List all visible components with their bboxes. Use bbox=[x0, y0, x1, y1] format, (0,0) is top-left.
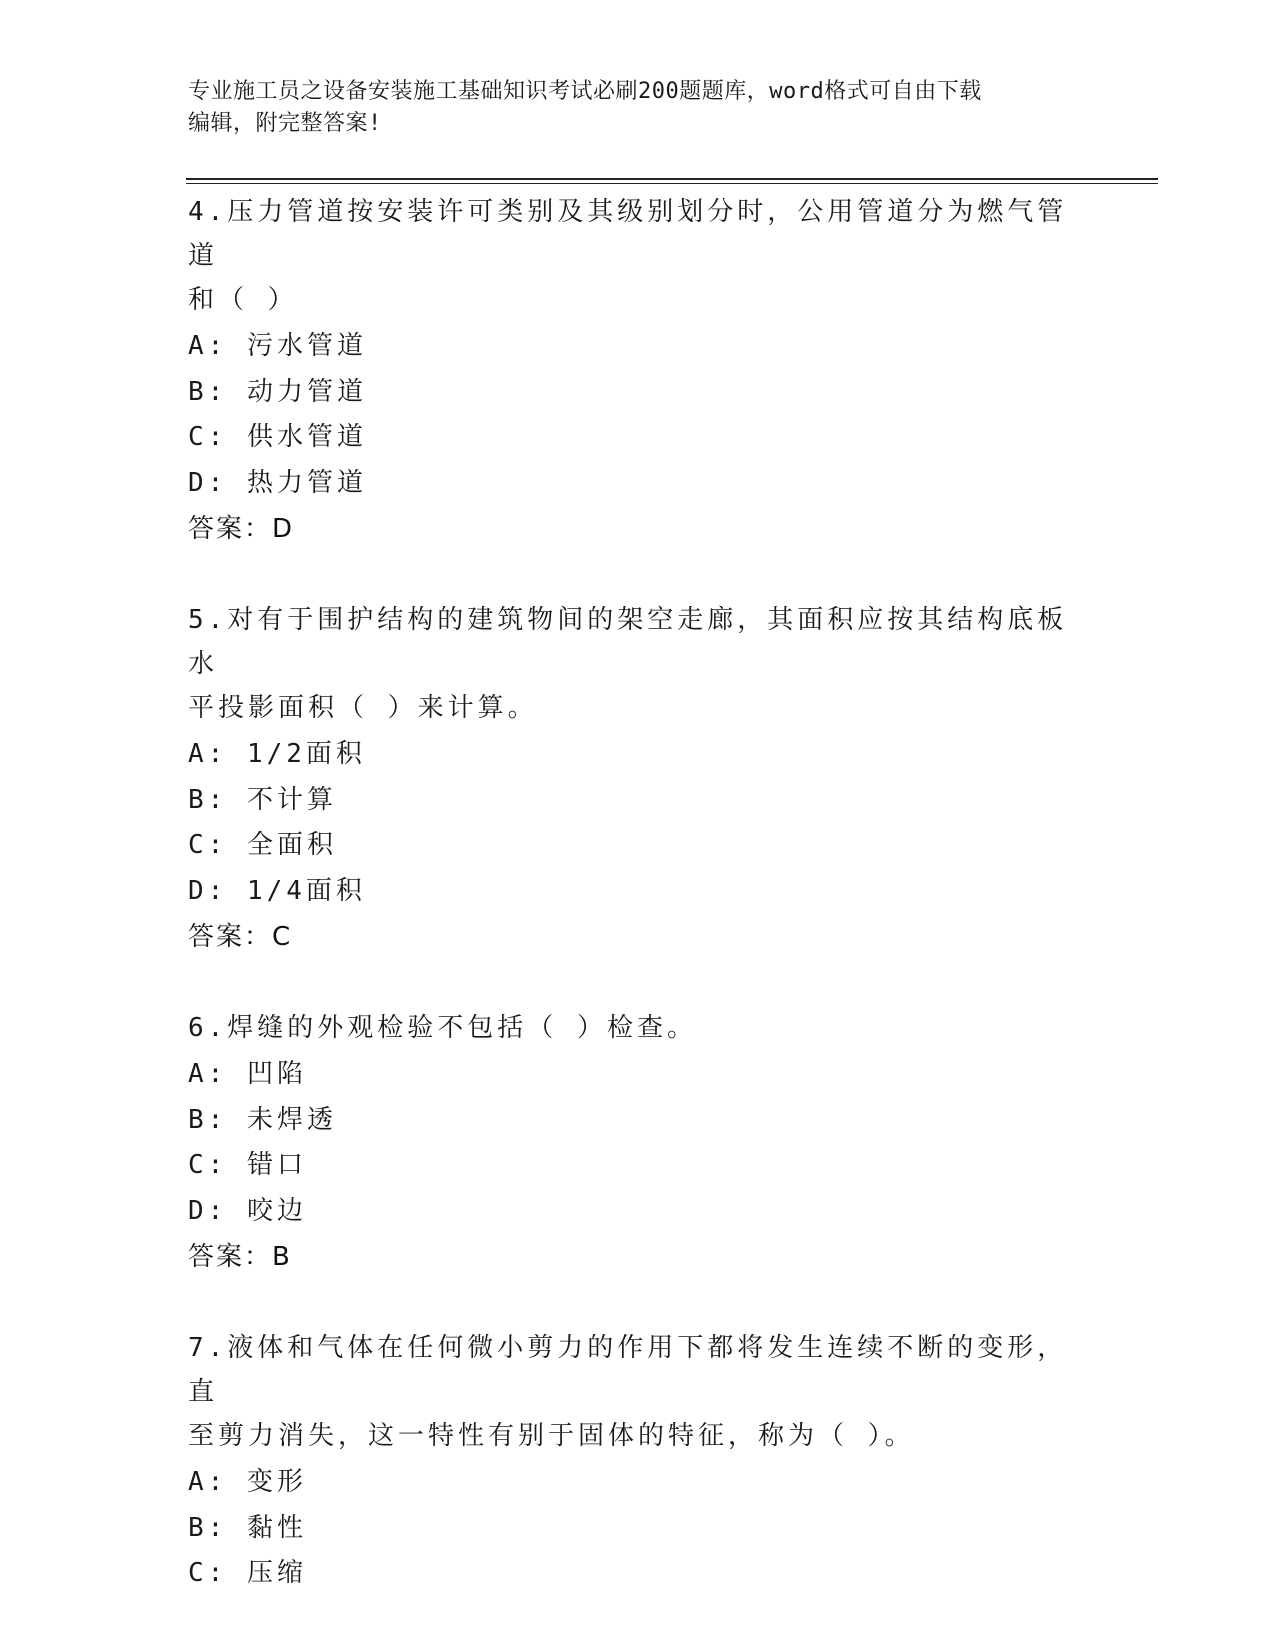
question-stem bbox=[188, 1326, 1068, 1458]
question-stem bbox=[188, 598, 1068, 730]
option-a: A: 污水管道 bbox=[188, 331, 367, 361]
option-d: D: 热力管道 bbox=[188, 467, 367, 498]
option-b: B: 动力管道 bbox=[188, 376, 367, 407]
header-title-line2: 编辑，附完整答案! bbox=[188, 111, 382, 136]
option-d: D: 咬边 bbox=[188, 1195, 307, 1226]
question-6 bbox=[188, 1006, 1068, 1280]
question-list bbox=[188, 188, 1068, 1597]
option-a: A: 1/2面积 bbox=[188, 739, 366, 769]
answer: 答案：B bbox=[188, 1242, 292, 1272]
option-c: C: 错口 bbox=[188, 1150, 307, 1180]
option-b: B: 未焊透 bbox=[188, 1104, 337, 1135]
spacer bbox=[188, 552, 1068, 596]
answer: 答案：C bbox=[188, 922, 293, 952]
header-divider-thin bbox=[186, 183, 1158, 184]
option-c: C: 供水管道 bbox=[188, 422, 367, 452]
spacer bbox=[188, 960, 1068, 1004]
question-stem-line: 和（ ） bbox=[188, 285, 298, 315]
option-b: B: 不计算 bbox=[188, 784, 337, 815]
spacer bbox=[188, 1280, 1068, 1324]
document-header bbox=[188, 76, 1088, 140]
option-b: B: 黏性 bbox=[188, 1512, 307, 1543]
question-stem-line: 6.焊缝的外观检验不包括（ ）检查。 bbox=[188, 1013, 697, 1043]
question-stem-line: 至剪力消失，这一特性有别于固体的特征，称为（ ）。 bbox=[188, 1421, 915, 1451]
header-divider-thick bbox=[186, 178, 1158, 180]
question-7 bbox=[188, 1326, 1068, 1597]
question-stem bbox=[188, 190, 1068, 322]
answer: 答案：D bbox=[188, 514, 295, 544]
question-5 bbox=[188, 598, 1068, 960]
option-a: A: 凹陷 bbox=[188, 1059, 307, 1089]
question-stem bbox=[188, 1006, 1068, 1050]
question-stem-line: 4.压力管道按安装许可类别及其级别划分时，公用管道分为燃气管道 bbox=[188, 197, 1068, 271]
question-stem-line: 平投影面积（ ）来计算。 bbox=[188, 693, 538, 723]
option-c: C: 压缩 bbox=[188, 1558, 307, 1588]
question-4 bbox=[188, 190, 1068, 552]
header-title-line1: 专业施工员之设备安装施工基础知识考试必刷200题题库，word格式可自由下载 bbox=[188, 79, 982, 104]
question-stem-line: 5.对有于围护结构的建筑物间的架空走廊，其面积应按其结构底板水 bbox=[188, 605, 1068, 679]
option-a: A: 变形 bbox=[188, 1467, 307, 1497]
option-c: C: 全面积 bbox=[188, 830, 337, 860]
option-d: D: 1/4面积 bbox=[188, 875, 366, 906]
question-stem-line: 7.液体和气体在任何微小剪力的作用下都将发生连续不断的变形，直 bbox=[188, 1333, 1068, 1407]
